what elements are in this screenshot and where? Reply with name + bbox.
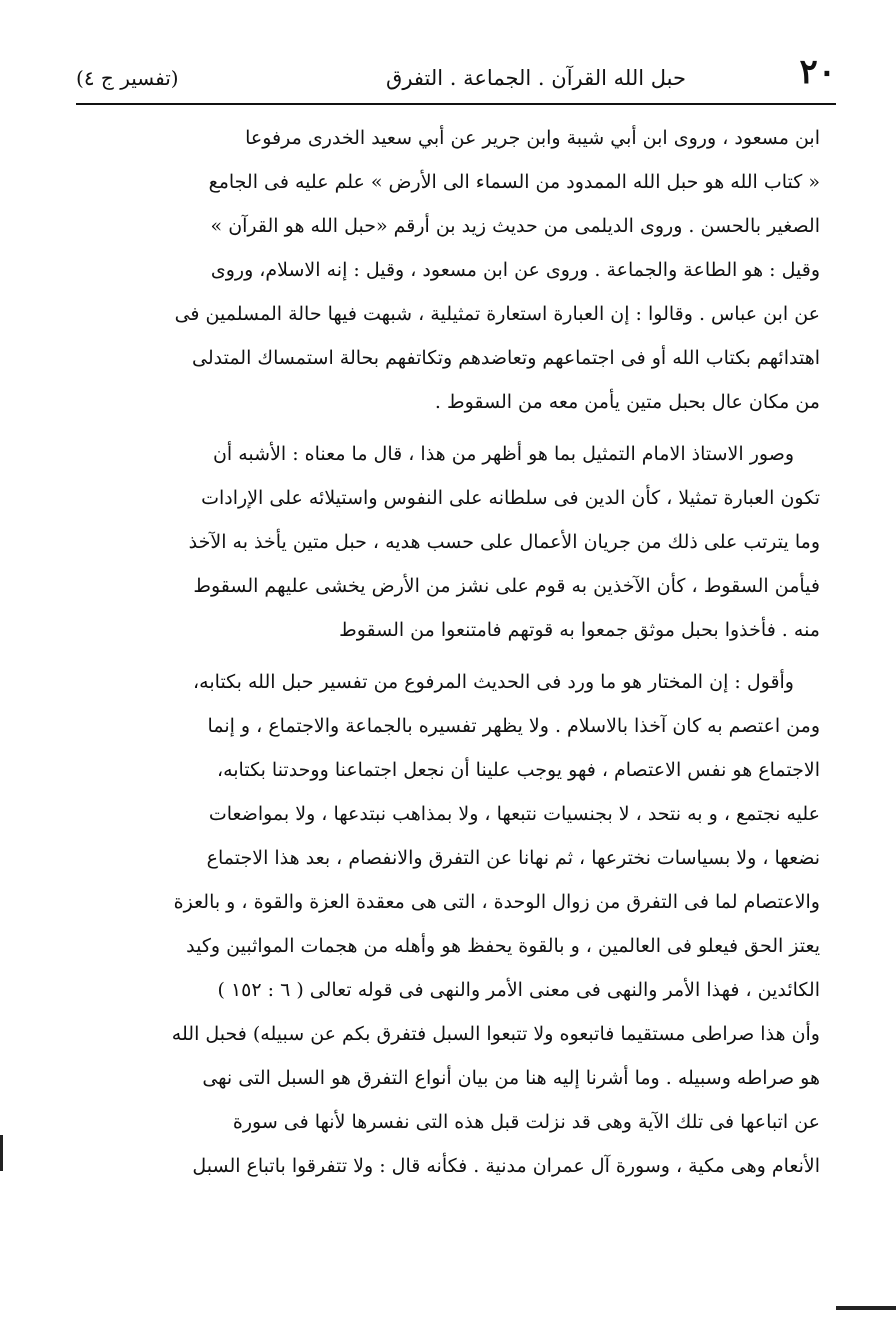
text-line: الأنعام وهى مكية ، وسورة آل عمران مدنية . فكأنه قال : ولا تتفرقوا باتباع السبل <box>192 1155 820 1177</box>
text-line: منه . فأخذوا بحبل موثق جمعوا به قوتهم فامتنعوا من السقوط <box>339 619 820 641</box>
text-line: عن ابن عباس . وقالوا : إن العبارة استعارة تمثيلية ، شبهت فيها حالة المسلمين فى <box>174 303 820 325</box>
volume-label: (تفسير ج ٤) <box>76 66 179 90</box>
running-title: حبل الله القرآن . الجماعة . التفرق <box>386 66 686 90</box>
body-text <box>102 116 820 1188</box>
text-line: والاعتصام لما فى التفرق من زوال الوحدة ، التى هى معقدة العزة والقوة ، و بالعزة <box>173 891 820 913</box>
text-line: اهتدائهم بكتاب الله أو فى اجتماعهم وتعاضدهم وتكاتفهم بحالة استمساك المتدلى <box>191 347 820 369</box>
paragraph-start-line: وصور الاستاذ الامام التمثيل بما هو أظهر من هذا ، قال ما معناه : الأشبه أن <box>212 443 794 465</box>
text-line: ومن اعتصم به كان آخذا بالاسلام . ولا يظهر تفسيره بالجماعة والاجتماع ، و إنما <box>207 715 820 737</box>
text-line: نضعها ، ولا بسياسات نخترعها ، ثم نهانا عن التفرق والانفصام ، بعد هذا الاجتماع <box>206 847 820 869</box>
text-line: ابن مسعود ، وروى ابن أبي شيبة وابن جرير عن أبي سعيد الخدرى مرفوعا <box>245 127 820 149</box>
text-line: الصغير بالحسن . وروى الديلمى من حديث زيد بن أرقم «حبل الله هو القرآن » <box>210 215 820 237</box>
text-line: وأن هذا صراطى مستقيما فاتبعوه ولا تتبعوا السبل فتفرق بكم عن سبيله) فحبل الله <box>171 1023 820 1045</box>
page-header <box>76 52 836 100</box>
text-line: الاجتماع هو نفس الاعتصام ، فهو يوجب علينا أن نجعل اجتماعنا ووحدتنا بكتابه، <box>216 759 820 781</box>
text-line: فيأمن السقوط ، كأن الآخذين به قوم على نشز من الأرض يخشى عليهم السقوط <box>193 575 820 597</box>
text-line: تكون العبارة تمثيلا ، كأن الدين فى سلطانه على النفوس واستيلائه على الإرادات <box>201 487 820 509</box>
header-rule <box>76 103 836 105</box>
text-line: الكائدين ، فهذا الأمر والنهى فى معنى الأمر والنهى فى قوله تعالى ( ٦ : ١٥٢ ) <box>217 979 820 1001</box>
paragraph-start-line: وأقول : إن المختار هو ما ورد فى الحديث المرفوع من تفسير حبل الله بكتابه، <box>193 671 794 693</box>
text-line: عليه نجتمع ، و به نتحد ، لا بجنسيات نتبعها ، ولا بمذاهب نبتدعها ، ولا بمواضعات <box>208 803 820 825</box>
text-line: يعتز الحق فيعلو فى العالمين ، و بالقوة يحفظ هو وأهله من هجمات المواثبين وكيد <box>186 935 820 957</box>
text-line: « كتاب الله هو حبل الله الممدود من السماء الى الأرض » علم عليه فى الجامع <box>208 171 820 193</box>
scan-margin-mark <box>0 1135 11 1171</box>
text-line: هو صراطه وسبيله . وما أشرنا إليه هنا من بيان أنواع التفرق هو السبل التى نهى <box>202 1067 820 1089</box>
text-line: وقيل : هو الطاعة والجماعة . وروى عن ابن مسعود ، وقيل : إنه الاسلام، وروى <box>210 259 820 281</box>
text-line: عن اتباعها فى تلك الآية وهى قد نزلت قبل هذه التى نفسرها لأنها فى سورة <box>232 1111 820 1133</box>
text-line: وما يترتب على ذلك من جريان الأعمال على حسب هديه ، حبل متين يأخذ به الآخذ <box>188 531 820 553</box>
scan-corner-mark <box>836 1306 896 1310</box>
page-number: ٢٠ <box>799 52 836 92</box>
text-line: من مكان عال بحبل متين يأمن معه من السقوط . <box>434 391 820 413</box>
